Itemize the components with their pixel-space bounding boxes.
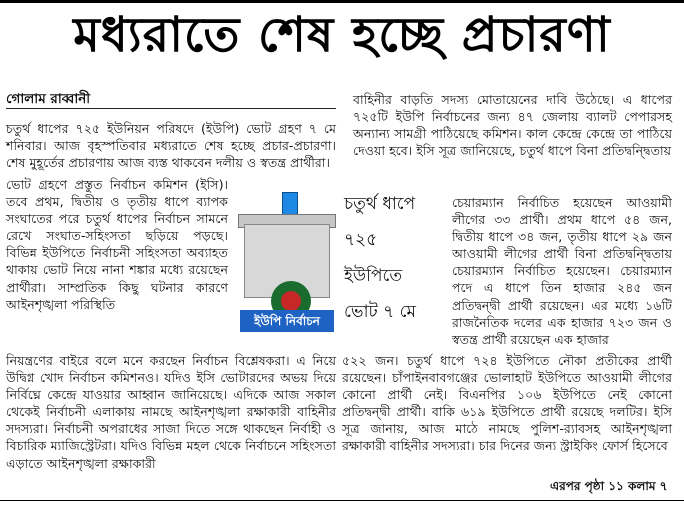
right-column-top [353, 91, 672, 159]
right-wrap-text: চেয়ারম্যান নির্বাচিত হয়েছেন আওয়ামী লীগের ৩৩ প্রার্থী। প্রথম ধাপে ৫৪ জন, দ্বিতীয় ধাপে ৩৪ জন, তৃতীয় ধাপে ২৯ জন আওয়ামী লীগের প্রার্থী বিনা প্রতিদ্বন্দ্বিতায় চেয়ারম্যান নির্বাচিত হয়েছেন। চেয়ারম্যান পদে এ ধাপে তিন হাজার ২৪৫ জন প্রতিদ্বন্দ্বী প্রার্থী রয়েছেন। এর মধ্যে ১৬টি রাজনৈতিক দলের এক হাজার ৭২৩ জন ও স্বতন্ত্র প্রার্থী রয়েছেন এক হাজার [452, 195, 672, 347]
byline: গোলাম রাব্বানী [6, 91, 91, 107]
byline-divider [6, 108, 336, 109]
image-tag: ইউপি নির্বাচন [240, 310, 334, 332]
headline: মধ্যরাতে শেষ হচ্ছে প্রচারণা [73, 7, 611, 63]
pull-quote [344, 190, 446, 334]
bottom-right-paragraph: ৫২২ জন। চতুর্থ ধাপে ৭২৪ ইউপিতে নৌকা প্রতীকের প্রার্থী রয়েছেন। চাঁপাইনবাবগঞ্জের ভোলাহাট ইউপিতে আওয়ামী লীগের কোনো প্রার্থী নেই। বিএনপির ১০৬ ইউপিতে নেই কোনো প্রতিদ্বন্দ্বী প্রার্থী। বাকি ৬১৯ ইউপিতে প্রার্থী রয়েছে দলটির। ইসি সূত্র জানায়, আজ মাঠে নামছে পুলিশ-র‍্যাবসহ আইনশৃঙ্খলা রক্ষাকারী বাহিনীর সদস্যরা। চার দিনের জন্য স্ট্রাইকিং ফোর্স হিসেবে [342, 353, 672, 454]
bottom-left-paragraph: নিয়ন্ত্রণের বাইরে বলে মনে করছেন নির্বাচন বিশ্লেষকরা। এ নিয়ে উদ্বিগ্ন খোদ নির্বাচন কমিশনও। যদিও ইসি ভোটারদের অভয় দিয়ে নির্বিঘ্নে কেন্দ্রে যাওয়ার আহ্বান জানিয়েছে। এদিকে আজ সকাল থেকেই নির্বাচনী এলাকায় নামছে আইনশৃঙ্খলা রক্ষাকারী বাহিনীর সদস্যরা। নির্বাচনী অপরাধের সাজা দিতে সঙ্গে থাকছেন নির্বাহী ও বিচারিক ম্যাজিস্ট্রেটরা। যদিও বিভিন্ন মহল থেকে নির্বাচনে সহিংসতা এড়াতে আইনশৃঙ্খলা রক্ষাকারী [6, 353, 336, 471]
pull-quote-line: ৭২৫ [344, 230, 378, 250]
bottom-rule [0, 500, 684, 501]
top-rule [0, 0, 684, 3]
ballot-box-image [236, 186, 336, 336]
pull-quote-line: ভোট ৭ মে [344, 302, 416, 322]
ballot-box-icon [244, 224, 330, 298]
intro-paragraph: চতুর্থ ধাপের ৭২৫ ইউনিয়ন পরিষদে (ইউপি) ভোট গ্রহণ ৭ মে শনিবার। আজ বৃহস্পতিবার মধ্যরাতে শেষ হচ্ছে প্রচার-প্রচারণা। শেষ মুহূর্তের প্রচারণায় আজ ব্যস্ত থাকবেন দলীয় ও স্বতন্ত্র প্রার্থীরা। [6, 121, 336, 171]
pull-quote-line: চতুর্থ ধাপে [344, 194, 416, 214]
left-wrap-text: ভোট গ্রহণে প্রস্তুত নির্বাচন কমিশন (ইসি)। তবে প্রথম, দ্বিতীয় ও তৃতীয় ধাপে ব্যাপক সংঘাতের পরে চতুর্থ ধাপের নির্বাচন সামনে রেখে সংঘাত-সহিংসতা ছড়িয়ে পড়ছে। বিভিন্ন ইউপিতে নির্বাচনী সহিংসতা অব্যাহত থাকায় ভোট নিয়ে নানা শঙ্কার মধ্যে রয়েছেন প্রার্থীরা। সাম্প্রতিক কিছু ঘটনার কারণে আইনশৃঙ্খলা পরিস্থিতি [6, 177, 228, 312]
pull-quote-line: ইউপিতে [344, 266, 403, 286]
continuation-line: এরপর পৃষ্ঠা ১১ কলাম ৭ [550, 479, 668, 493]
article-intro [6, 120, 336, 171]
right-paragraph: বাহিনীর বাড়তি সদস্য মোতায়েনের দাবি উঠেছে। এ ধাপের ৭২৫টি ইউপি নির্বাচনের জন্য ৪৭ জেলায় ব্যালট পেপারসহ অন্যান্য সামগ্রী পাঠিয়েছে কমিশন। কাল কেন্দ্রে কেন্দ্রে তা পাঠিয়ে দেওয়া হবে। ইসি সূত্র জানিয়েছে, চতুর্থ ধাপে বিনা প্রতিদ্বন্দ্বিতায় [353, 92, 672, 159]
article-bottom [6, 352, 672, 472]
